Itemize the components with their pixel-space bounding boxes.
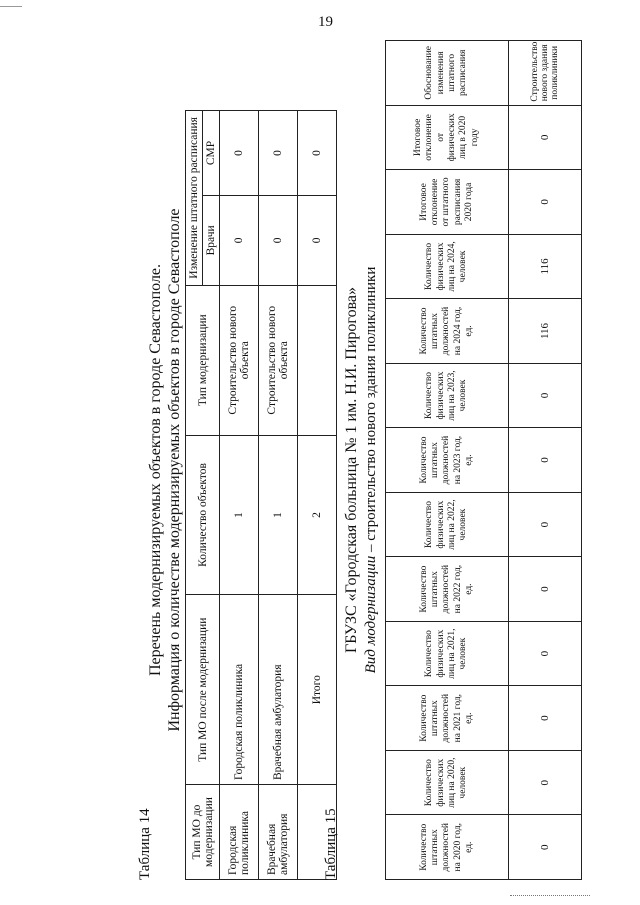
- data-cell: 116: [509, 234, 582, 299]
- cell-count: 1: [220, 435, 259, 595]
- table14-label: Таблица 14: [137, 808, 153, 880]
- cell-doctors: 0: [220, 195, 259, 285]
- cell-doctors: 0: [259, 195, 298, 285]
- table15-label: Таблица 15: [323, 808, 339, 880]
- header-cell: Обоснование изменения штатного расписания: [386, 41, 509, 106]
- header-cell: Количество физических лиц на 2023, человек: [386, 363, 509, 428]
- data-cell: 116: [509, 299, 582, 364]
- header-type-before: Тип МО до модернизации: [186, 785, 220, 880]
- rotated-sheet: [25, 41, 625, 880]
- table14-subtitle: Информация о количестве модернизируемых объектов в городе Севастополе: [166, 208, 183, 732]
- data-cell: 0: [509, 621, 582, 686]
- cell-type-before: Городская поликлиника: [220, 785, 259, 880]
- data-cell: Строительство нового здания поликлиники: [509, 41, 582, 106]
- data-cell: 0: [509, 557, 582, 622]
- header-type-after: Тип МО после модернизации: [186, 595, 220, 785]
- header-cell: Итоговое отклонение от физических лиц в 2020 году: [386, 105, 509, 170]
- table15-header-row: [386, 41, 509, 880]
- cell-total-count: 2: [298, 435, 337, 595]
- header-cell: Количество штатных должностей на 2020 год, ед.: [386, 815, 509, 880]
- header-modernization-type: Тип модернизации: [186, 285, 220, 435]
- header-cell: Количество физических лиц на 2021, человек: [386, 621, 509, 686]
- header-doctors: Врачи: [203, 195, 220, 285]
- header-count: Количество объектов: [186, 435, 220, 595]
- page-number: 19: [318, 14, 333, 30]
- cell-total-doctors: 0: [298, 195, 337, 285]
- cell-modernization: Строительство нового объекта: [220, 285, 259, 435]
- cell-total-label: Итого: [298, 595, 337, 785]
- data-cell: 0: [509, 105, 582, 170]
- header-cell: Количество штатных должностей на 2021 год, ед.: [386, 686, 509, 751]
- cell-total-smr: 0: [298, 111, 337, 196]
- cell-smr: 0: [259, 111, 298, 196]
- table-row: [220, 111, 259, 880]
- header-cell: Количество физических лиц на 2022, человек: [386, 492, 509, 557]
- data-cell: 0: [509, 750, 582, 815]
- cell-type-after: Врачебная амбулатория: [259, 595, 298, 785]
- table14: [185, 110, 337, 880]
- table-row: [509, 41, 582, 880]
- cell-smr: 0: [220, 111, 259, 196]
- data-cell: 0: [509, 428, 582, 493]
- header-cell: Количество штатных должностей на 2024 год, ед.: [386, 299, 509, 364]
- cell-empty: [298, 285, 337, 435]
- table14-header-row: [186, 111, 203, 880]
- table15-title: ГБУЗС «Городская больница № 1 им. Н.И. Пирогова»: [343, 286, 360, 654]
- subtitle-italic: Вид модернизации: [363, 555, 379, 674]
- cell-count: 1: [259, 435, 298, 595]
- header-staff-change: Изменение штатного расписания: [186, 111, 203, 286]
- cell-modernization: Строительство нового объекта: [259, 285, 298, 435]
- table-total-row: [298, 111, 337, 880]
- data-cell: 0: [509, 686, 582, 751]
- data-cell: 0: [509, 363, 582, 428]
- header-cell: Количество штатных должностей на 2022 год, ед.: [386, 557, 509, 622]
- header-cell: Итоговое отклонение от штатного расписания 2020 года: [386, 170, 509, 235]
- data-cell: 0: [509, 815, 582, 880]
- header-cell: Количество штатных должностей на 2023 год, ед.: [386, 428, 509, 493]
- subtitle-rest: – строительство нового здания поликлиники: [363, 266, 379, 556]
- cell-type-after: Городская поликлиника: [220, 595, 259, 785]
- scan-edge-mark: [0, 0, 22, 7]
- data-cell: 0: [509, 170, 582, 235]
- header-cell: Количество физических лиц на 2024, человек: [386, 234, 509, 299]
- table15-subtitle: [363, 80, 380, 860]
- table14-title: Перечень модернизируемых объектов в городе Севастополе.: [147, 263, 164, 677]
- header-smr: СМР: [203, 111, 220, 196]
- header-cell: Количество физических лиц на 2020, человек: [386, 750, 509, 815]
- data-cell: 0: [509, 492, 582, 557]
- scan-edge-mark: [510, 895, 590, 902]
- table15: [385, 40, 582, 880]
- table-row: [259, 111, 298, 880]
- cell-type-before: Врачебная амбулатория: [259, 785, 298, 880]
